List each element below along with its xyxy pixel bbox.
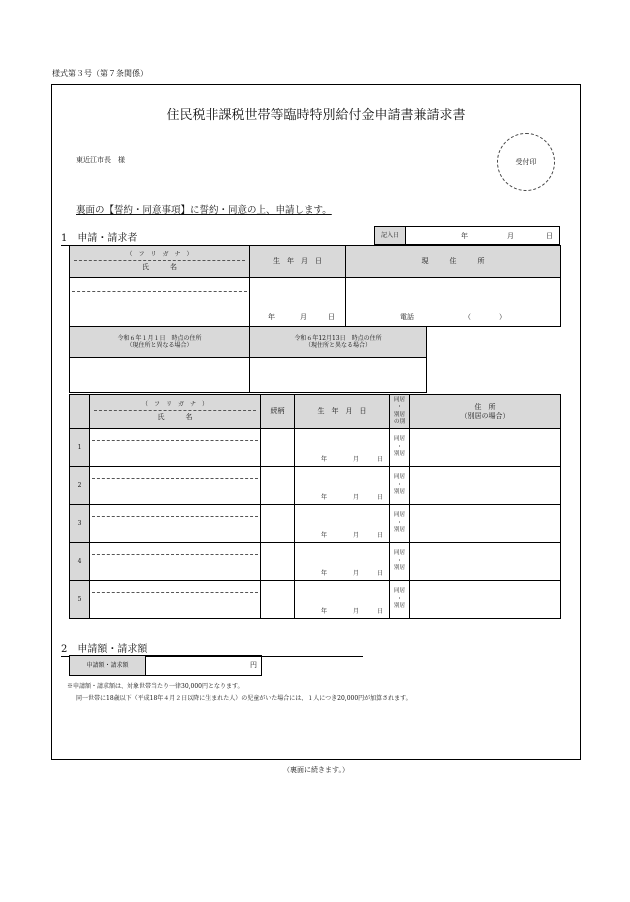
amount-label: 申請額・請求額 — [70, 656, 146, 676]
section2-heading: 2 申請額・請求額 — [61, 640, 363, 657]
member-birth-month-unit: 月 — [353, 494, 360, 501]
prev-address1-title: 令和６年１月１日 時点の住所 — [117, 334, 202, 342]
member-birth-field[interactable] — [295, 581, 390, 619]
member-birth-day-unit: 日 — [377, 456, 384, 463]
status-cohabit: 同居 — [393, 436, 405, 443]
status-cohabit: 同居 — [393, 474, 405, 481]
member-birth-month-unit: 月 — [353, 456, 360, 463]
member-birth-month-unit: 月 — [353, 570, 360, 577]
status-dot: ・ — [396, 557, 403, 564]
member-row-number: 2 — [70, 467, 90, 505]
applicant-name-header — [70, 246, 250, 278]
member-row-number: 1 — [70, 429, 90, 467]
prev-address1-note: （現住所と異なる場合） — [126, 342, 193, 349]
status-cohabit: 同居 — [393, 550, 405, 557]
member-name-field[interactable] — [90, 467, 261, 505]
prev-address2-note: （現住所と異なる場合） — [304, 342, 371, 349]
status-separate: 別居 — [393, 489, 405, 496]
member-relation-field[interactable] — [261, 543, 295, 581]
member-birth-field[interactable] — [295, 429, 390, 467]
member-row-number: 5 — [70, 581, 90, 619]
members-address-note: （別居の場合） — [460, 411, 510, 420]
member-birth-year-unit: 年 — [321, 532, 328, 539]
entry-date-month-unit: 月 — [507, 232, 514, 240]
addressee: 東近江市長 様 — [76, 156, 125, 164]
prev-address1-field[interactable] — [70, 358, 250, 393]
amount-note-1: ※申請額・請求額は、対象世帯当たり一律30,000円となります。 — [67, 683, 244, 690]
member-birth-field[interactable] — [295, 505, 390, 543]
members-relation-header: 続柄 — [261, 395, 295, 429]
member-row-number: 3 — [70, 505, 90, 543]
status-dot: ・ — [396, 595, 403, 602]
entry-date-year-unit: 年 — [461, 232, 468, 240]
applicant-furigana-label: （ フ リ ガ ナ ） — [126, 251, 193, 259]
member-name-field[interactable] — [90, 429, 261, 467]
status-header-separate: 別居 — [393, 411, 405, 418]
phone-label: 電話 — [400, 313, 414, 321]
applicant-address-header: 現 住 所 — [346, 246, 561, 278]
applicant-birth-year-unit: 年 — [268, 313, 275, 321]
applicant-name-label: 氏 名 — [142, 262, 177, 271]
member-name-field[interactable] — [90, 581, 261, 619]
status-dot: ・ — [396, 519, 403, 526]
member-row — [70, 429, 561, 467]
member-birth-day-unit: 日 — [377, 608, 384, 615]
amount-field[interactable] — [146, 656, 262, 676]
status-dot: ・ — [396, 481, 403, 488]
member-status-option[interactable] — [390, 467, 410, 505]
household-members-table — [69, 394, 561, 619]
prev-address2-title: 令和６年12月13日 時点の住所 — [294, 334, 382, 342]
amount-unit: 円 — [250, 661, 257, 670]
members-address-title: 住 所 — [474, 402, 496, 411]
applicant-birth-header: 生 年 月 日 — [250, 246, 346, 278]
member-birth-field[interactable] — [295, 543, 390, 581]
entry-date-field[interactable] — [406, 227, 560, 245]
member-relation-field[interactable] — [261, 429, 295, 467]
member-row — [70, 505, 561, 543]
applicant-birth-day-unit: 日 — [328, 313, 335, 321]
member-address-field[interactable] — [410, 543, 561, 581]
status-separate: 別居 — [393, 565, 405, 572]
status-separate: 別居 — [393, 451, 405, 458]
member-birth-field[interactable] — [295, 467, 390, 505]
member-address-field[interactable] — [410, 429, 561, 467]
member-name-field[interactable] — [90, 505, 261, 543]
applicant-name-field[interactable] — [70, 278, 250, 327]
applicant-birth-field[interactable] — [250, 278, 346, 327]
previous-address-table — [69, 326, 427, 393]
member-birth-month-unit: 月 — [353, 532, 360, 539]
members-address-header — [410, 395, 561, 429]
status-cohabit: 同居 — [393, 588, 405, 595]
member-row — [70, 581, 561, 619]
applicant-table — [69, 245, 561, 327]
member-status-option[interactable] — [390, 543, 410, 581]
members-no-header — [70, 395, 90, 429]
member-status-option[interactable] — [390, 581, 410, 619]
member-relation-field[interactable] — [261, 505, 295, 543]
member-row — [70, 543, 561, 581]
prev-address2-field[interactable] — [250, 358, 427, 393]
reception-stamp-label: 受付印 — [515, 158, 537, 166]
member-birth-day-unit: 日 — [377, 532, 384, 539]
member-birth-year-unit: 年 — [321, 494, 328, 501]
member-birth-day-unit: 日 — [377, 570, 384, 577]
status-cohabit: 同居 — [393, 512, 405, 519]
status-separate: 別居 — [393, 603, 405, 610]
member-status-option[interactable] — [390, 505, 410, 543]
intro-text: 裏面の【誓約・同意事項】に誓約・同意の上、申請します。 — [76, 205, 332, 216]
reception-stamp-circle — [497, 133, 555, 191]
amount-note-2: 同一世帯に18歳以下（平成18年４月２日以降に生まれた人）の児童がいた場合には、１人につき20,000円が加算されます。 — [76, 695, 412, 702]
page-title: 住民税非課税世帯等臨時特別給付金申請書兼請求書 — [166, 108, 466, 123]
member-address-field[interactable] — [410, 505, 561, 543]
member-birth-year-unit: 年 — [321, 570, 328, 577]
member-address-field[interactable] — [410, 581, 561, 619]
amount-box — [69, 655, 262, 676]
form-number: 様式第３号（第７条関係） — [52, 69, 148, 78]
member-birth-day-unit: 日 — [377, 494, 384, 501]
prev-address2-header — [250, 327, 427, 358]
member-row — [70, 467, 561, 505]
entry-date-label: 記入日 — [375, 227, 406, 245]
member-relation-field[interactable] — [261, 467, 295, 505]
phone-parens: （ ） — [464, 313, 506, 321]
status-header-dot: ・ — [396, 404, 403, 411]
status-separate: 別居 — [393, 527, 405, 534]
status-header-cohabit: 同居 — [393, 397, 405, 404]
continued-note: （裏面に続きます。） — [283, 766, 349, 774]
status-dot: ・ — [396, 443, 403, 450]
applicant-address-field[interactable] — [346, 278, 561, 327]
member-address-field[interactable] — [410, 467, 561, 505]
members-name-header — [90, 395, 261, 429]
entry-date-day-unit: 日 — [546, 232, 553, 240]
member-birth-month-unit: 月 — [353, 608, 360, 615]
members-name-label: 氏 名 — [157, 412, 193, 421]
member-status-option[interactable] — [390, 429, 410, 467]
member-relation-field[interactable] — [261, 581, 295, 619]
applicant-birth-month-unit: 月 — [300, 313, 307, 321]
members-status-header — [390, 395, 410, 429]
member-birth-year-unit: 年 — [321, 456, 328, 463]
members-furigana-label: （ フ リ ガ ナ ） — [141, 401, 208, 409]
section1-heading: 1 申請・請求者 — [61, 229, 363, 246]
members-birth-header: 生 年 月 日 — [295, 395, 390, 429]
entry-date-box — [374, 226, 560, 245]
member-birth-year-unit: 年 — [321, 608, 328, 615]
status-header-distinction: の別 — [393, 418, 405, 425]
member-row-number: 4 — [70, 543, 90, 581]
member-name-field[interactable] — [90, 543, 261, 581]
prev-address1-header — [70, 327, 250, 358]
